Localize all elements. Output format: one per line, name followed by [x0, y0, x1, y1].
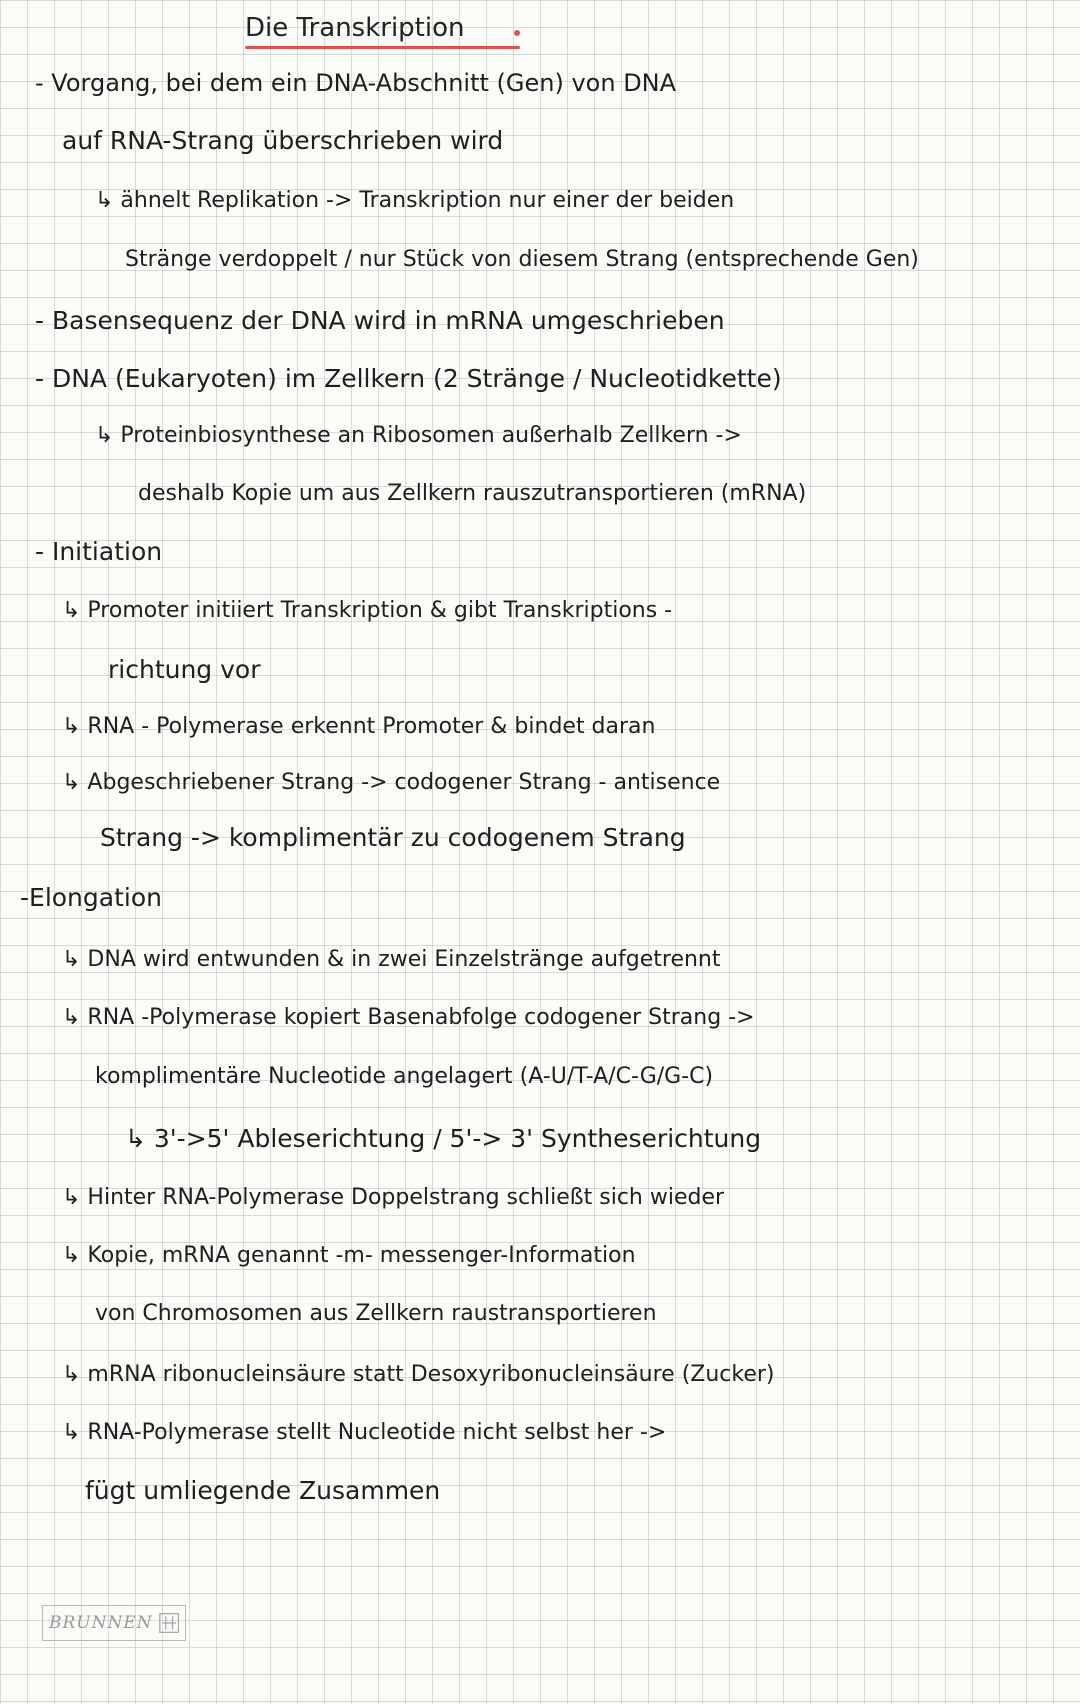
- note-line: - DNA (Eukaryoten) im Zellkern (2 Stränge / Nucleotidkette): [35, 364, 782, 393]
- note-line: auf RNA-Strang überschrieben wird: [62, 126, 504, 155]
- note-line: Stränge verdoppelt / nur Stück von diesem Strang (entsprechende Gen): [125, 247, 919, 272]
- note-line: - Basensequenz der DNA wird in mRNA umgeschrieben: [35, 306, 725, 335]
- note-line: - Initiation: [35, 537, 163, 566]
- note-line: ↳ Promoter initiiert Transkription & gibt Transkriptions -: [62, 598, 673, 623]
- note-line: ↳ Kopie, mRNA genannt -m- messenger-Information: [62, 1243, 636, 1268]
- note-line: ↳ Proteinbiosynthese an Ribosomen außerhalb Zellkern ->: [95, 423, 742, 448]
- note-line: ↳ 3'->5' Ableserichtung / 5'-> 3' Syntheserichtung: [125, 1124, 762, 1153]
- note-line: ↳ Hinter RNA-Polymerase Doppelstrang schließt sich wieder: [62, 1185, 725, 1210]
- brand-mark-icon: [159, 1611, 179, 1635]
- note-line: von Chromosomen aus Zellkern raustransportieren: [95, 1301, 657, 1326]
- title-accent-dot: [514, 30, 520, 36]
- note-line: Strang -> komplimentär zu codogenem Strang: [100, 823, 686, 852]
- title-underline: [245, 46, 520, 49]
- note-line: deshalb Kopie um aus Zellkern rauszutransportieren (mRNA): [138, 481, 807, 506]
- note-line: ↳ RNA - Polymerase erkennt Promoter & bindet daran: [62, 714, 656, 739]
- brand-logo: [42, 1605, 186, 1641]
- note-line: - Vorgang, bei dem ein DNA-Abschnitt (Gen) von DNA: [35, 69, 677, 97]
- note-line: richtung vor: [108, 655, 261, 684]
- note-line: fügt umliegende Zusammen: [85, 1476, 441, 1505]
- note-line: -Elongation: [20, 883, 162, 912]
- note-line: ↳ RNA-Polymerase stellt Nucleotide nicht selbst her ->: [62, 1420, 667, 1445]
- logo-text: BRUNNEN: [49, 1613, 153, 1633]
- note-line: ↳ Abgeschriebener Strang -> codogener Strang - antisence: [62, 770, 721, 795]
- note-line: ↳ RNA -Polymerase kopiert Basenabfolge codogener Strang ->: [62, 1005, 755, 1030]
- note-line: ↳ mRNA ribonucleinsäure statt Desoxyribonucleinsäure (Zucker): [62, 1362, 775, 1387]
- page-title: Die Transkription: [245, 13, 465, 43]
- note-line: ↳ DNA wird entwunden & in zwei Einzelstränge aufgetrennt: [62, 947, 721, 972]
- note-line: komplimentäre Nucleotide angelagert (A-U/T-A/C-G/G-C): [95, 1064, 714, 1089]
- note-line: ↳ ähnelt Replikation -> Transkription nur einer der beiden: [95, 188, 735, 213]
